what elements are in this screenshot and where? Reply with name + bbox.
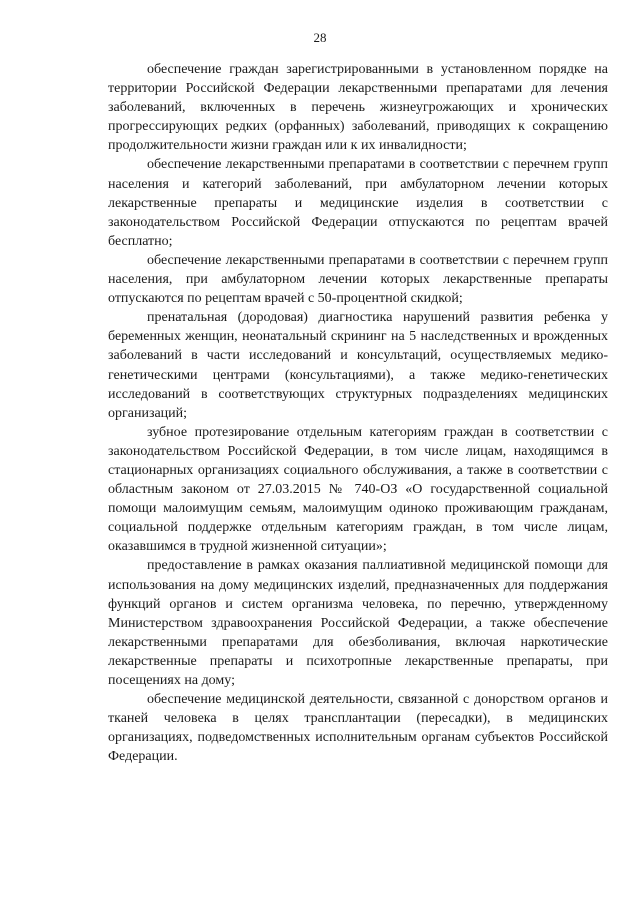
paragraph-palliative-care: предоставление в рамках оказания паллиативной медицинской помощи для использования на дому медицинских изделий, предназначенных для поддержания функций органов и систем организма человека, по перечню, утвержденному Министерством здравоохранения Российской Федерации, а также обеспечение лекарственными препаратами для обезболивания, включая наркотические лекарственные препараты и психотропные лекарственные препараты, при посещениях на дому; bbox=[108, 558, 608, 688]
paragraph-free-prescriptions: обеспечение лекарственными препаратами в соответствии с перечнем групп населения и категорий заболеваний, при амбулаторном лечении которых лекарственные препараты и медицинские изделия в соответствии с законодательством Российской Федерации отпускаются по рецептам врачей бесплатно; bbox=[108, 157, 608, 249]
paragraph-prenatal-diagnostics: пренатальная (дородовая) диагностика нарушений развития ребенка у беременных женщин, неонатальный скрининг на 5 наследственных и врожденных заболеваний в части исследований и консультаций, осуществляемых медико-генетическими центрами (консультациями), а также медико-генетических исследований в соответствующих структурных подразделениях медицинских организаций; bbox=[108, 310, 608, 421]
body-text bbox=[108, 60, 608, 766]
page-number: 28 bbox=[313, 30, 327, 45]
paragraph-orphan-diseases: обеспечение граждан зарегистрированными в установленном порядке на территории Российской Федерации лекарственными препаратами для лечения заболеваний, включенных в перечень жизнеугрожающих и хронических прогрессирующих редких (орфанных) заболеваний, приводящих к сокращению продолжительности жизни граждан или к их инвалидности; bbox=[108, 62, 608, 154]
paragraph-discount-prescriptions: обеспечение лекарственными препаратами в соответствии с перечнем групп населения, при амбулаторном лечении которых лекарственные препараты отпускаются по рецептам врачей с 50-процентной скидкой; bbox=[108, 252, 608, 307]
paragraph-organ-donation: обеспечение медицинской деятельности, связанной с донорством органов и тканей человека в целях трансплантации (пересадки), в медицинских организациях, подведомственных исполнительным органам субъектов Российской Федерации. bbox=[108, 692, 608, 765]
paragraph-dental-prosthetics: зубное протезирование отдельным категориям граждан в соответствии с законодательством Российской Федерации, в том числе лицам, находящимся в стационарных организациях социального обслуживания, а также в соответствии с областным законом от 27.03.2015 № 740-ОЗ «О государственной социальной помощи малоимущим семьям, малоимущим одиноко проживающим гражданам, социальной поддержке отдельным категориям граждан, в том числе лицам, оказавшимся в трудной жизненной ситуации»; bbox=[108, 424, 608, 555]
